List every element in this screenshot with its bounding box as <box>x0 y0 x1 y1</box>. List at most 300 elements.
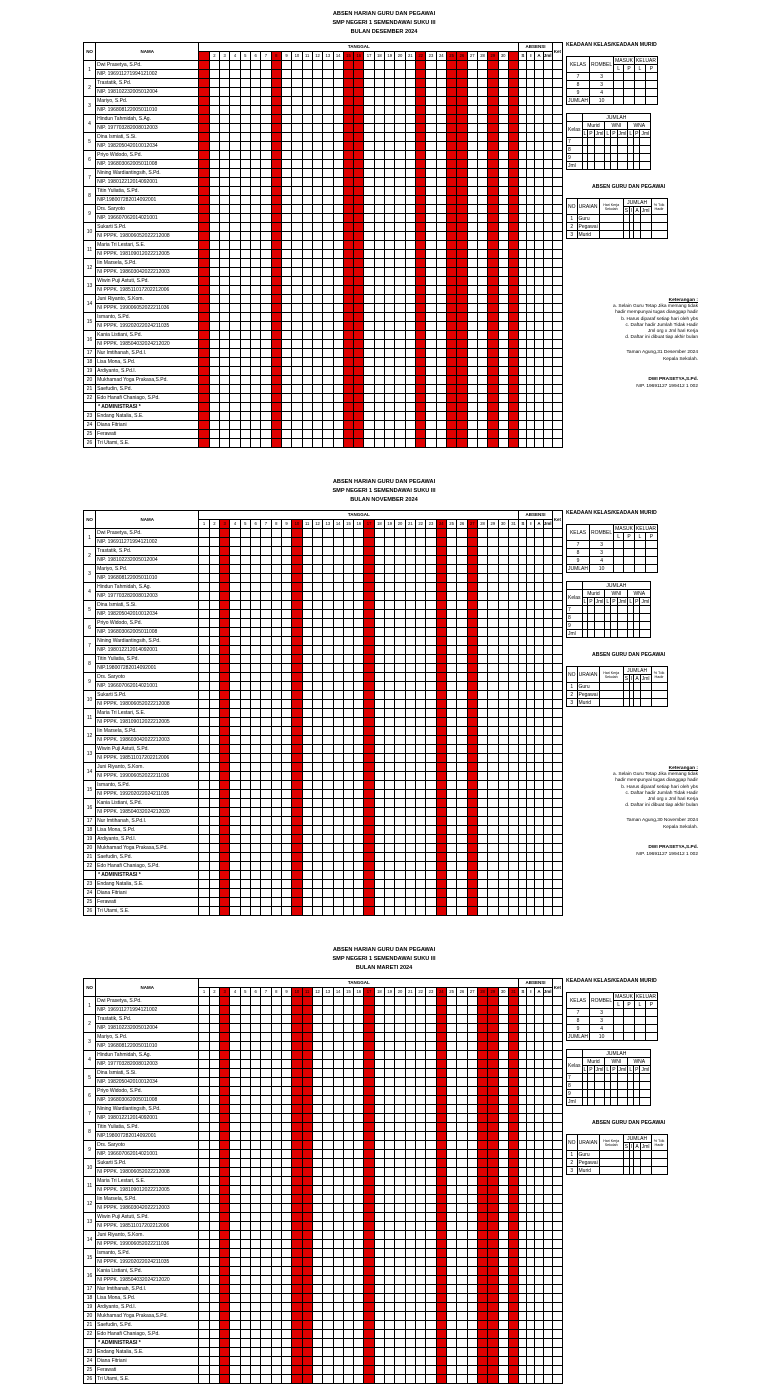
absensi-cell <box>543 709 552 718</box>
day-cell <box>395 889 405 898</box>
day-cell <box>488 1132 498 1141</box>
absensi-cell <box>527 574 535 583</box>
day-cell <box>230 133 240 142</box>
day-cell <box>405 439 415 448</box>
col-ket-header: Ket <box>552 979 562 997</box>
day-cell <box>230 187 240 196</box>
staff-nip: NIP. 196803062005011008 <box>96 160 199 169</box>
day-cell <box>302 232 312 241</box>
day-cell <box>477 1150 487 1159</box>
jumlah-header: JUMLAH <box>623 667 651 675</box>
day-cell <box>416 583 426 592</box>
staff-name: Hindun Tahmidah, S.Ag. <box>96 1051 199 1060</box>
day-cell <box>426 421 436 430</box>
day-cell <box>251 907 261 916</box>
day-cell <box>251 817 261 826</box>
day-cell <box>488 394 498 403</box>
day-cell <box>498 1033 508 1042</box>
day-cell <box>354 205 364 214</box>
day-cell <box>271 1231 281 1240</box>
day-cell <box>292 115 302 124</box>
day-cell <box>405 196 415 205</box>
day-cell <box>343 583 353 592</box>
day-cell <box>333 1276 343 1285</box>
day-cell <box>416 1168 426 1177</box>
absensi-cell <box>543 340 552 349</box>
absensi-cell <box>543 250 552 259</box>
day-cell <box>343 646 353 655</box>
day-cell <box>488 1006 498 1015</box>
subheader: I <box>630 207 634 215</box>
day-cell <box>385 160 395 169</box>
day-cell <box>261 1060 271 1069</box>
absensi-i: I <box>527 52 535 61</box>
day-cell <box>436 547 446 556</box>
day-cell <box>240 1078 250 1087</box>
day-cell <box>323 79 333 88</box>
absensi-cell <box>519 1195 527 1204</box>
day-cell <box>446 1177 456 1186</box>
day-cell <box>426 529 436 538</box>
day-cell <box>261 286 271 295</box>
day-cell <box>220 439 230 448</box>
day-cell <box>436 142 446 151</box>
header-row <box>84 511 563 520</box>
day-cell <box>467 817 477 826</box>
count-cell <box>624 557 635 565</box>
day-cell <box>220 1168 230 1177</box>
day-cell <box>436 574 446 583</box>
day-cell <box>354 538 364 547</box>
day-cell <box>333 565 343 574</box>
day-number: 4 <box>230 52 240 61</box>
day-cell <box>508 151 518 160</box>
day-cell <box>302 1168 312 1177</box>
absensi-cell <box>543 403 552 412</box>
day-cell <box>436 331 446 340</box>
day-cell <box>271 862 281 871</box>
absensi-cell <box>527 772 535 781</box>
day-cell <box>281 124 291 133</box>
day-number: 5 <box>240 520 250 529</box>
day-cell <box>385 601 395 610</box>
day-cell <box>302 259 312 268</box>
rombel-cell: 4 <box>590 89 614 97</box>
day-cell <box>416 835 426 844</box>
day-cell <box>292 853 302 862</box>
day-cell <box>477 871 487 880</box>
day-cell <box>436 88 446 97</box>
day-cell <box>302 1132 312 1141</box>
table-row <box>84 601 563 610</box>
day-cell <box>271 1195 281 1204</box>
day-cell <box>302 169 312 178</box>
day-cell <box>488 250 498 259</box>
day-cell <box>426 376 436 385</box>
day-cell <box>405 1132 415 1141</box>
day-cell <box>323 1006 333 1015</box>
day-cell <box>323 1033 333 1042</box>
day-cell <box>457 1231 467 1240</box>
day-cell <box>457 1150 467 1159</box>
day-cell <box>230 403 240 412</box>
absensi-cell <box>543 1213 552 1222</box>
day-cell <box>240 592 250 601</box>
day-cell <box>199 1051 209 1060</box>
day-cell <box>271 196 281 205</box>
day-cell <box>199 241 209 250</box>
absensi-cell <box>535 997 543 1006</box>
absensi-cell <box>543 205 552 214</box>
day-cell <box>220 223 230 232</box>
day-cell <box>209 304 219 313</box>
day-cell <box>498 160 508 169</box>
day-cell <box>374 1195 384 1204</box>
day-cell <box>220 79 230 88</box>
table-row <box>84 1141 563 1150</box>
day-number: 14 <box>333 52 343 61</box>
day-cell <box>405 1051 415 1060</box>
day-cell <box>498 1195 508 1204</box>
count-cell <box>599 691 623 699</box>
day-cell <box>416 232 426 241</box>
day-cell <box>467 1195 477 1204</box>
absensi-cell <box>527 1033 535 1042</box>
day-cell <box>488 178 498 187</box>
day-cell <box>302 736 312 745</box>
day-cell <box>312 592 322 601</box>
day-cell <box>488 673 498 682</box>
day-cell <box>498 898 508 907</box>
day-cell <box>395 106 405 115</box>
absensi-cell <box>535 835 543 844</box>
staff-nip: NIP. 198205042010012034 <box>96 1078 199 1087</box>
day-cell <box>405 583 415 592</box>
day-cell <box>405 1150 415 1159</box>
day-cell <box>467 862 477 871</box>
table-row <box>84 1105 563 1114</box>
day-cell <box>209 187 219 196</box>
day-cell <box>292 610 302 619</box>
day-cell <box>364 772 374 781</box>
day-cell <box>302 268 312 277</box>
day-cell <box>498 214 508 223</box>
day-cell <box>230 547 240 556</box>
row-number: 7 <box>84 169 96 187</box>
day-cell <box>436 898 446 907</box>
day-cell <box>354 790 364 799</box>
day-cell <box>488 700 498 709</box>
table-row <box>84 583 563 592</box>
day-cell <box>220 1051 230 1060</box>
day-cell <box>271 160 281 169</box>
absensi-cell <box>519 376 527 385</box>
day-cell <box>385 547 395 556</box>
absensi-cell <box>552 1042 562 1051</box>
day-cell <box>209 664 219 673</box>
day-cell <box>395 1105 405 1114</box>
absensi-cell <box>519 898 527 907</box>
day-cell <box>488 1222 498 1231</box>
jumlah-value: 10 <box>590 97 614 105</box>
day-cell <box>498 754 508 763</box>
day-cell <box>477 889 487 898</box>
absensi-cell <box>535 718 543 727</box>
day-cell <box>395 421 405 430</box>
day-cell <box>457 268 467 277</box>
day-cell <box>385 871 395 880</box>
day-cell <box>354 1015 364 1024</box>
day-cell <box>488 1114 498 1123</box>
day-cell <box>416 187 426 196</box>
day-cell <box>457 709 467 718</box>
day-cell <box>498 295 508 304</box>
day-cell <box>364 637 374 646</box>
day-cell <box>395 1186 405 1195</box>
day-cell <box>488 547 498 556</box>
day-cell <box>446 1096 456 1105</box>
day-cell <box>343 160 353 169</box>
day-cell <box>261 1042 271 1051</box>
day-cell <box>240 853 250 862</box>
day-cell <box>446 169 456 178</box>
day-cell <box>230 250 240 259</box>
day-cell <box>261 1240 271 1249</box>
day-cell <box>209 223 219 232</box>
day-cell <box>436 835 446 844</box>
day-number: 17 <box>364 52 374 61</box>
day-cell <box>271 1096 281 1105</box>
day-cell <box>436 439 446 448</box>
day-cell <box>457 106 467 115</box>
day-cell <box>446 1150 456 1159</box>
day-cell <box>508 1096 518 1105</box>
day-cell <box>209 538 219 547</box>
day-cell <box>364 1069 374 1078</box>
day-cell <box>395 1267 405 1276</box>
table-row <box>84 1096 563 1105</box>
absensi-cell <box>535 70 543 79</box>
day-cell <box>508 826 518 835</box>
gender-header: L <box>634 65 645 73</box>
day-cell <box>405 646 415 655</box>
day-cell <box>354 727 364 736</box>
day-cell <box>281 1195 291 1204</box>
absensi-cell <box>535 1033 543 1042</box>
day-cell <box>488 592 498 601</box>
day-cell <box>240 151 250 160</box>
day-cell <box>312 664 322 673</box>
day-cell <box>477 1042 487 1051</box>
day-cell <box>220 1240 230 1249</box>
staff-name: Mariyo, S.Pd. <box>96 1033 199 1042</box>
day-cell <box>199 124 209 133</box>
day-cell <box>240 214 250 223</box>
day-cell <box>312 871 322 880</box>
day-cell <box>498 673 508 682</box>
day-cell <box>364 223 374 232</box>
day-cell <box>323 214 333 223</box>
day-number: 27 <box>467 520 477 529</box>
day-cell <box>230 79 240 88</box>
day-cell <box>405 178 415 187</box>
absensi-cell <box>527 1204 535 1213</box>
day-cell <box>312 862 322 871</box>
day-cell <box>446 880 456 889</box>
day-cell <box>240 97 250 106</box>
day-cell <box>343 1168 353 1177</box>
day-cell <box>477 772 487 781</box>
day-cell <box>395 646 405 655</box>
row-number: 21 <box>84 385 96 394</box>
day-cell <box>508 592 518 601</box>
day-cell <box>436 1087 446 1096</box>
day-cell <box>416 241 426 250</box>
day-cell <box>261 799 271 808</box>
day-cell <box>426 682 436 691</box>
day-cell <box>416 1069 426 1078</box>
day-cell <box>209 1159 219 1168</box>
day-cell <box>343 691 353 700</box>
absensi-cell <box>519 1249 527 1258</box>
day-cell <box>467 1141 477 1150</box>
day-cell <box>281 1276 291 1285</box>
day-cell <box>405 682 415 691</box>
day-cell <box>251 754 261 763</box>
day-cell <box>302 223 312 232</box>
day-cell <box>220 1195 230 1204</box>
absensi-cell <box>552 1195 562 1204</box>
day-cell <box>477 1069 487 1078</box>
day-cell <box>292 295 302 304</box>
day-cell <box>498 70 508 79</box>
no-header: NO <box>567 667 578 683</box>
day-cell <box>209 1078 219 1087</box>
absensi-cell <box>527 430 535 439</box>
day-number: 9 <box>281 52 291 61</box>
day-cell <box>261 736 271 745</box>
class-summary-panel <box>566 510 668 707</box>
day-cell <box>457 403 467 412</box>
day-cell <box>323 637 333 646</box>
absensi-cell <box>535 1069 543 1078</box>
day-cell <box>405 286 415 295</box>
absensi-cell <box>527 196 535 205</box>
day-cell <box>364 799 374 808</box>
day-cell <box>199 70 209 79</box>
day-cell <box>312 799 322 808</box>
absensi-cell <box>527 1141 535 1150</box>
day-cell <box>374 124 384 133</box>
day-cell <box>488 790 498 799</box>
day-cell <box>426 1096 436 1105</box>
staff-name: Priyo Widodo, S.Pd. <box>96 1087 199 1096</box>
day-cell <box>457 835 467 844</box>
item-no: 2 <box>567 691 578 699</box>
subheader: S <box>623 675 629 683</box>
day-cell <box>343 790 353 799</box>
absensi-cell <box>535 385 543 394</box>
day-cell <box>498 907 508 916</box>
day-cell <box>446 1006 456 1015</box>
day-cell <box>251 79 261 88</box>
day-cell <box>508 664 518 673</box>
absensi-cell <box>535 889 543 898</box>
table-row <box>84 691 563 700</box>
table-row <box>84 241 563 250</box>
day-number: 26 <box>457 988 467 997</box>
table-row <box>84 70 563 79</box>
day-cell <box>230 214 240 223</box>
day-cell <box>271 997 281 1006</box>
day-cell <box>271 664 281 673</box>
table-row <box>84 349 563 358</box>
day-cell <box>354 232 364 241</box>
day-cell <box>312 1042 322 1051</box>
day-cell <box>405 547 415 556</box>
day-cell <box>374 421 384 430</box>
staff-nip: NIP. 197703282008012003 <box>96 1060 199 1069</box>
day-cell <box>323 250 333 259</box>
day-cell <box>271 646 281 655</box>
table-row <box>84 529 563 538</box>
day-cell <box>281 286 291 295</box>
day-cell <box>446 1231 456 1240</box>
day-cell <box>261 1213 271 1222</box>
day-cell <box>251 358 261 367</box>
day-cell <box>209 907 219 916</box>
day-cell <box>323 799 333 808</box>
day-cell <box>230 205 240 214</box>
day-cell <box>323 1015 333 1024</box>
day-cell <box>343 1204 353 1213</box>
day-cell <box>312 1276 322 1285</box>
day-cell <box>457 124 467 133</box>
day-cell <box>416 601 426 610</box>
day-cell <box>323 826 333 835</box>
day-cell <box>488 133 498 142</box>
pct-header: % Tdk Hadir <box>651 199 667 215</box>
day-cell <box>343 664 353 673</box>
row-number: 1 <box>84 529 96 547</box>
absensi-cell <box>527 232 535 241</box>
absensi-cell <box>527 1042 535 1051</box>
absensi-cell <box>527 547 535 556</box>
day-cell <box>302 664 312 673</box>
day-cell <box>281 313 291 322</box>
day-cell <box>374 196 384 205</box>
day-cell <box>467 565 477 574</box>
staff-name: Trastatik, S.Pd. <box>96 1015 199 1024</box>
day-cell <box>343 340 353 349</box>
day-cell <box>374 610 384 619</box>
staff-nip: NI PPPK. 198511017202212006 <box>96 286 199 295</box>
day-cell <box>220 637 230 646</box>
day-cell <box>374 718 384 727</box>
day-cell <box>251 898 261 907</box>
absensi-cell <box>535 259 543 268</box>
absensi-cell <box>543 565 552 574</box>
day-cell <box>281 880 291 889</box>
absensi-cell <box>527 349 535 358</box>
day-cell <box>374 1168 384 1177</box>
day-cell <box>395 745 405 754</box>
day-cell <box>312 1141 322 1150</box>
day-cell <box>457 295 467 304</box>
day-cell <box>271 304 281 313</box>
day-cell <box>498 1222 508 1231</box>
absensi-cell <box>535 232 543 241</box>
